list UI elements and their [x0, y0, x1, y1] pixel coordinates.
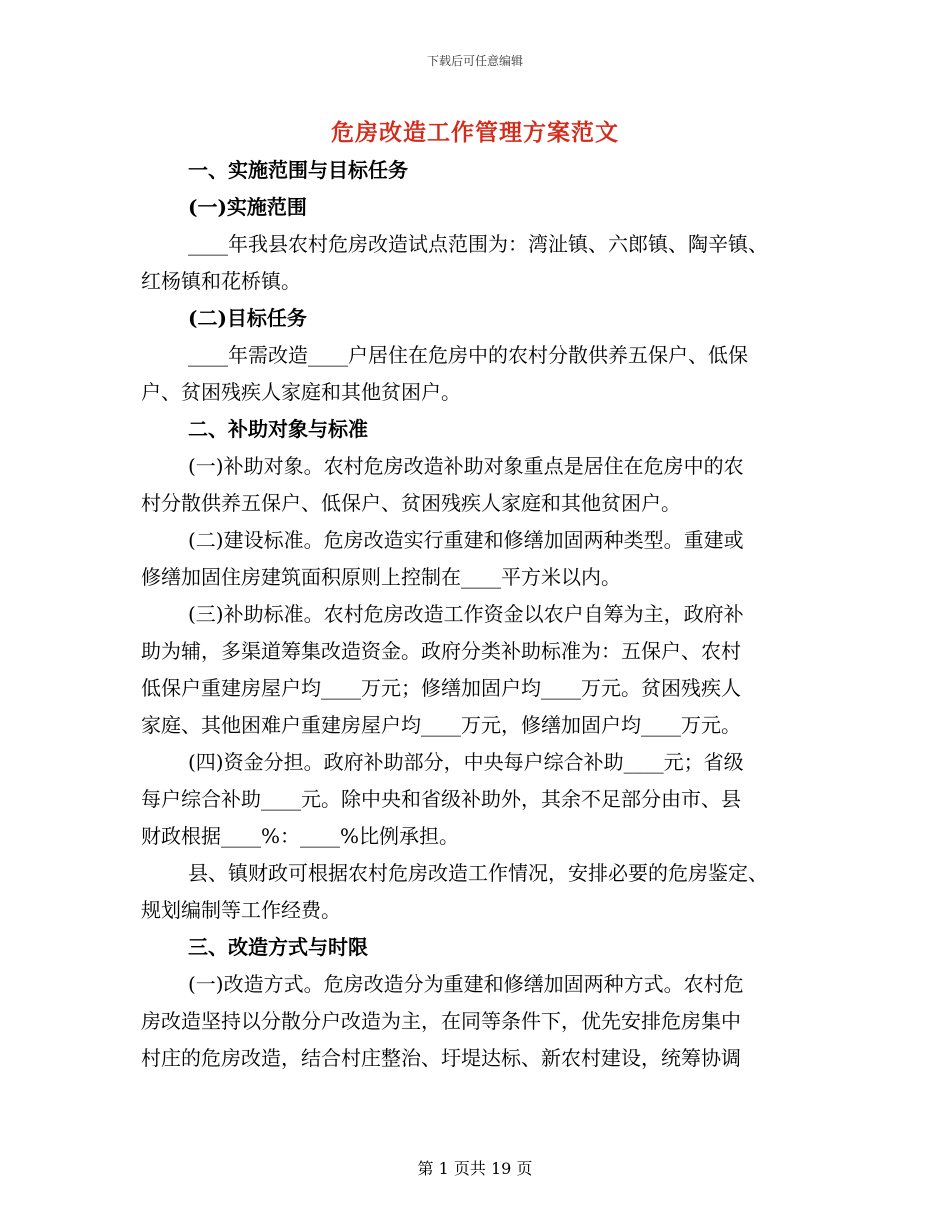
body-text-line: 助为辅，多渠道筹集改造资金。政府分类补助标准为：五保户、农村: [141, 639, 741, 663]
body-text-line: ____年我县农村危房改造试点范围为：湾沚镇、六郎镇、陶辛镇、: [188, 232, 768, 256]
body-text-line: 每户综合补助____元。除中央和省级补助外，其余不足部分由市、县: [141, 787, 741, 811]
section-heading: (二)目标任务: [188, 306, 307, 330]
body-text-line: 村分散供养五保户、低保户、贫困残疾人家庭和其他贫困户。: [141, 491, 681, 515]
body-text-line: (四)资金分担。政府补助部分，中央每户综合补助____元；省级: [188, 750, 744, 774]
section-heading: 一、实施范围与目标任务: [188, 158, 408, 182]
body-text-line: (三)补助标准。农村危房改造工作资金以农户自筹为主，政府补: [188, 602, 744, 626]
document-title: 危房改造工作管理方案范文: [331, 119, 619, 146]
body-text-line: 规划编制等工作经费。: [141, 898, 341, 922]
body-text-line: 红杨镇和花桥镇。: [141, 269, 301, 293]
body-text-line: 低保户重建房屋户均____万元；修缮加固户均____万元。贫困残疾人: [141, 676, 741, 700]
body-text-line: (一)补助对象。农村危房改造补助对象重点是居住在危房中的农: [188, 454, 744, 478]
body-text-line: (二)建设标准。危房改造实行重建和修缮加固两种类型。重建或: [188, 528, 744, 552]
body-text-line: 户、贫困残疾人家庭和其他贫困户。: [141, 380, 461, 404]
body-text-line: 房改造坚持以分散分户改造为主，在同等条件下，优先安排危房集中: [141, 1009, 741, 1033]
section-heading: (一)实施范围: [188, 195, 307, 219]
body-text-line: 财政根据____%：____%比例承担。: [141, 824, 460, 848]
page-header: 下载后可任意编辑: [426, 54, 523, 68]
body-text-line: 村庄的危房改造，结合村庄整治、圩堤达标、新农村建设，统筹协调: [141, 1046, 741, 1070]
section-heading: 三、改造方式与时限: [188, 935, 368, 959]
section-heading: 二、补助对象与标准: [188, 417, 368, 441]
body-text-line: ____年需改造____户居住在危房中的农村分散供养五保户、低保: [188, 343, 748, 367]
body-text-line: 县、镇财政可根据农村危房改造工作情况，安排必要的危房鉴定、: [188, 861, 768, 885]
body-text-line: 修缮加固住房建筑面积原则上控制在____平方米以内。: [141, 565, 621, 589]
document-body: [141, 152, 809, 1077]
body-text-line: (一)改造方式。危房改造分为重建和修缮加固两种方式。农村危: [188, 972, 744, 996]
body-text-line: 家庭、其他困难户重建房屋户均____万元，修缮加固户均____万元。: [141, 713, 741, 737]
page-footer: 第 1 页共 19 页: [417, 1159, 533, 1178]
